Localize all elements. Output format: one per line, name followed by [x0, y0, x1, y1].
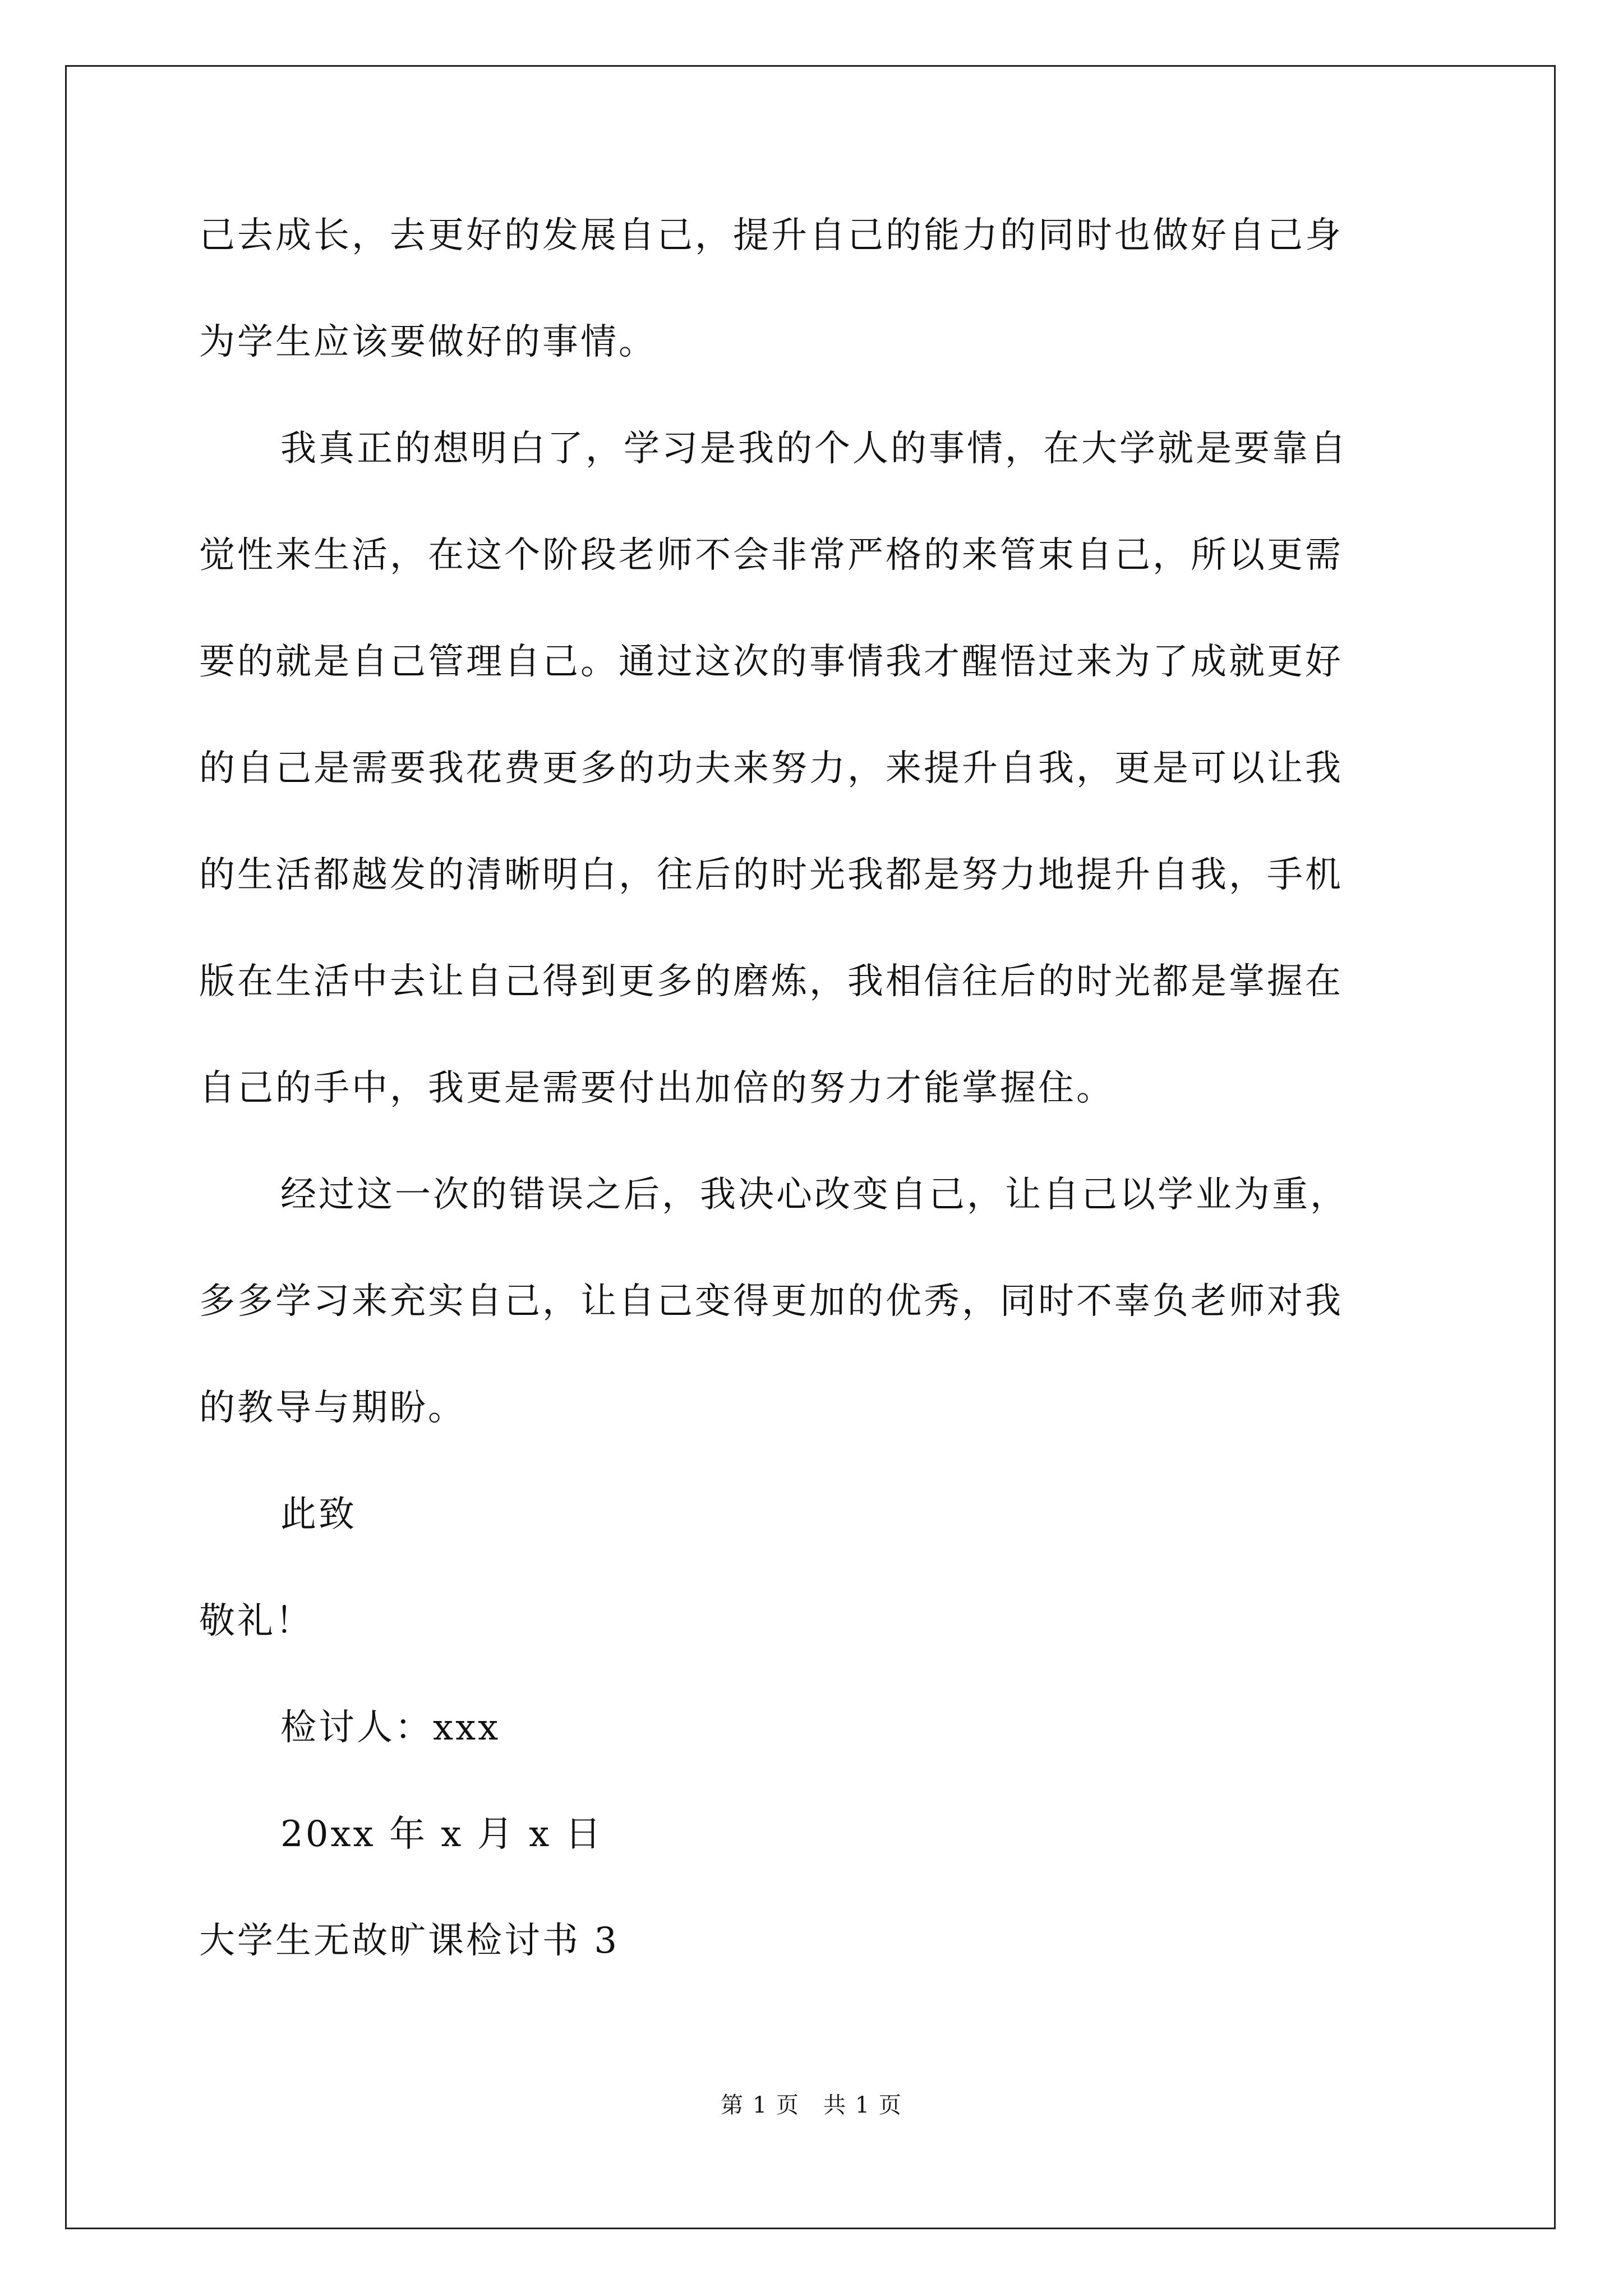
date-line: 20xx 年 x 月 x 日	[280, 1814, 603, 1855]
paragraph-line-1: 己去成长，去更好的发展自己，提升自己的能力的同时也做好自己身	[199, 215, 1343, 256]
page-border	[65, 65, 1556, 2229]
paragraph-line-7: 的生活都越发的清晰明白，往后的时光我都是努力地提升自我，手机	[199, 854, 1343, 896]
page-footer: 第 1 页 共 1 页	[721, 2092, 902, 2118]
paragraph-line-9: 自己的手中，我更是需要付出加倍的努力才能掌握住。	[199, 1068, 1114, 1109]
closing-regards: 敬礼！	[199, 1600, 313, 1642]
signature-line: 检讨人：xxx	[280, 1707, 501, 1749]
paragraph-line-11: 多多学习来充实自己，让自己变得更加的优秀，同时不辜负老师对我	[199, 1281, 1343, 1322]
paragraph-line-2: 为学生应该要做好的事情。	[199, 321, 657, 363]
paragraph-line-8: 版在生活中去让自己得到更多的磨炼，我相信往后的时光都是掌握在	[199, 961, 1343, 1002]
paragraph-line-12: 的教导与期盼。	[199, 1387, 466, 1429]
paragraph-line-5: 要的就是自己管理自己。通过这次的事情我才醒悟过来为了成就更好	[199, 641, 1343, 683]
paragraph-line-4: 觉性来生活，在这个阶段老师不会非常严格的来管束自己，所以更需	[199, 535, 1343, 576]
paragraph-line-3: 我真正的想明白了，学习是我的个人的事情，在大学就是要靠自	[280, 428, 1348, 470]
paragraph-line-6: 的自己是需要我花费更多的功夫来努力，来提升自我，更是可以让我	[199, 748, 1343, 789]
next-section-title: 大学生无故旷课检讨书 3	[199, 1920, 620, 1962]
paragraph-line-10: 经过这一次的错误之后，我决心改变自己，让自己以学业为重，	[280, 1174, 1348, 1216]
closing-salutation: 此致	[280, 1494, 357, 1535]
